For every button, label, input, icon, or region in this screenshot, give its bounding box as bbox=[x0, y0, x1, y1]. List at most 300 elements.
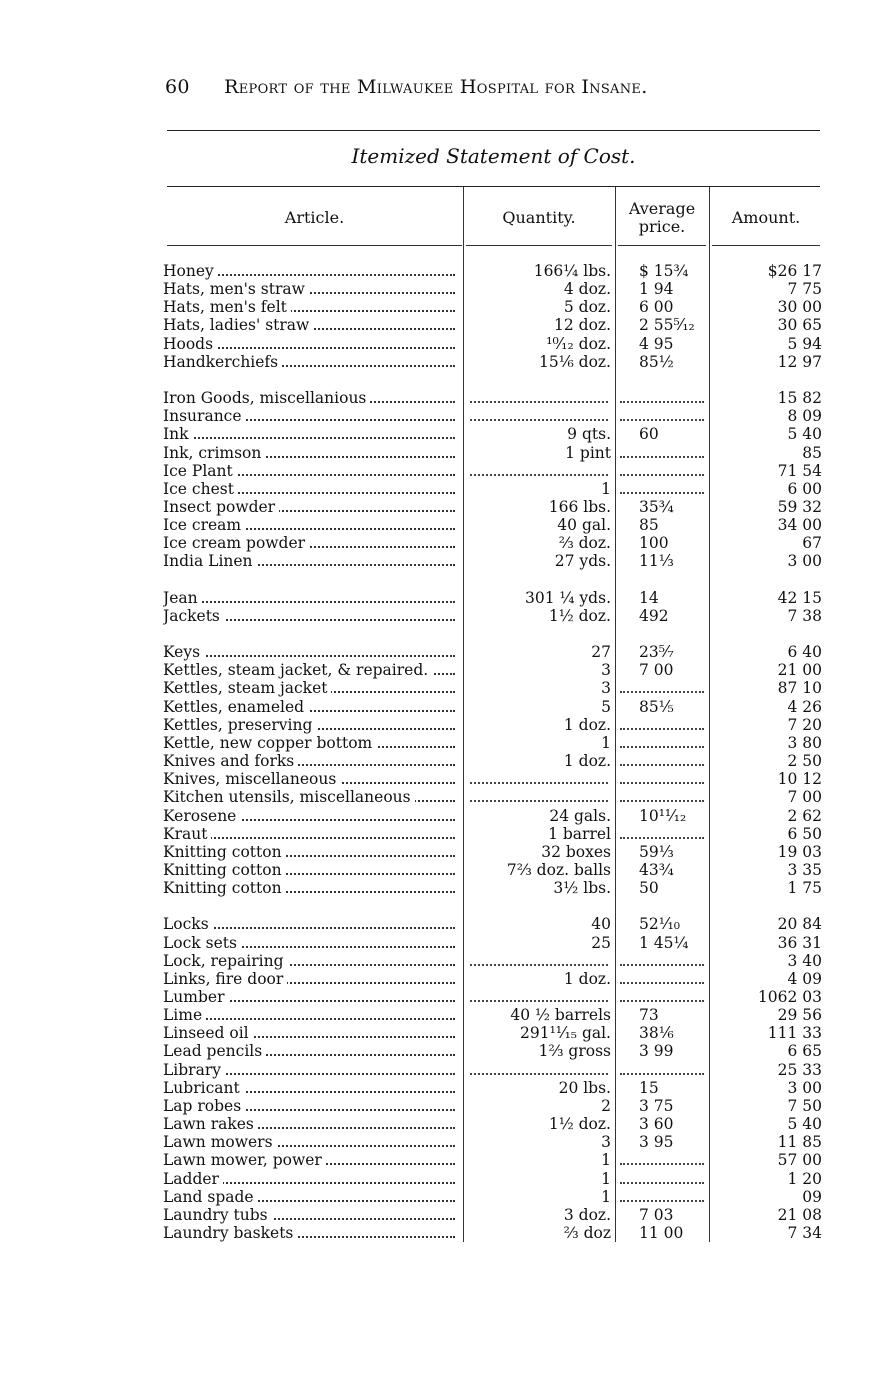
quantity-cell: 32 boxes bbox=[541, 842, 611, 861]
table-row bbox=[0, 770, 887, 788]
article-text: Kettles, preserving bbox=[163, 716, 316, 734]
price-cell: 85½ bbox=[639, 352, 674, 371]
quantity-cell: 40 gal. bbox=[557, 516, 611, 535]
quantity-cell: 291¹¹⁄₁₅ gal. bbox=[519, 1024, 611, 1043]
price-leader-dots bbox=[620, 837, 704, 839]
quantity-cell: 3 bbox=[601, 661, 611, 680]
price-leader-dots bbox=[620, 982, 704, 984]
price-leader-dots bbox=[620, 456, 704, 458]
quantity-leader-dots bbox=[470, 419, 608, 421]
article-text: Knives, miscellaneous bbox=[163, 770, 340, 788]
table-row bbox=[0, 698, 887, 716]
quantity-leader-dots bbox=[470, 1000, 608, 1002]
price-leader-dots bbox=[620, 1200, 704, 1202]
article-text: India Linen bbox=[163, 552, 257, 570]
quantity-leader-dots bbox=[470, 1073, 608, 1075]
article-cell bbox=[163, 589, 455, 607]
quantity-cell: ⅔ doz. bbox=[558, 534, 611, 553]
amount-cell: 7 20 bbox=[787, 715, 822, 734]
article-cell bbox=[163, 843, 455, 861]
col-header-article: Article. bbox=[284, 207, 345, 227]
article-text: Kettles, steam jacket bbox=[163, 679, 331, 697]
article-cell bbox=[163, 988, 455, 1006]
article-text: Lubricant bbox=[163, 1079, 244, 1097]
article-cell bbox=[163, 552, 455, 570]
col-header-price-line1: Average bbox=[628, 198, 696, 218]
article-cell bbox=[163, 952, 455, 970]
article-cell bbox=[163, 879, 455, 897]
article-cell bbox=[163, 1061, 455, 1079]
report-title: Report of the Milwaukee Hospital for Insane. bbox=[224, 76, 648, 98]
quantity-cell: 12 doz. bbox=[554, 316, 611, 335]
table-row bbox=[0, 934, 887, 952]
article-text: Knives and forks bbox=[163, 752, 298, 770]
table-row bbox=[0, 552, 887, 570]
table-row bbox=[0, 679, 887, 697]
article-text: Honey bbox=[163, 262, 218, 280]
article-text: Kitchen utensils, miscellaneous bbox=[163, 788, 415, 806]
article-text: Hats, men's felt bbox=[163, 298, 291, 316]
quantity-cell: 1 doz. bbox=[563, 715, 611, 734]
price-cell: 3 95 bbox=[639, 1133, 674, 1152]
article-text: Knitting cotton bbox=[163, 861, 286, 879]
article-text: Insect powder bbox=[163, 498, 279, 516]
amount-cell: 15 82 bbox=[777, 389, 822, 408]
col-header-price bbox=[616, 190, 708, 245]
amount-cell: 34 00 bbox=[777, 516, 822, 535]
price-cell: 492 bbox=[639, 606, 669, 625]
table-row bbox=[0, 1042, 887, 1060]
price-cell: 3 60 bbox=[639, 1115, 674, 1134]
price-leader-dots bbox=[620, 746, 704, 748]
article-text: Hats, men's straw bbox=[163, 280, 309, 298]
table-row bbox=[0, 316, 887, 334]
article-cell bbox=[163, 353, 455, 371]
article-text: Insurance bbox=[163, 407, 246, 425]
amount-cell: 59 32 bbox=[777, 497, 822, 516]
price-cell: 38⅙ bbox=[639, 1024, 674, 1043]
table-row bbox=[0, 1024, 887, 1042]
article-text: Lawn rakes bbox=[163, 1115, 258, 1133]
amount-cell: 3 00 bbox=[787, 552, 822, 571]
col-header-quantity: Quantity. bbox=[502, 207, 576, 227]
quantity-cell: 4 doz. bbox=[563, 280, 611, 299]
quantity-cell: 27 yds. bbox=[554, 552, 611, 571]
amount-cell: 5 40 bbox=[787, 425, 822, 444]
table-row bbox=[0, 716, 887, 734]
table-row bbox=[0, 1224, 887, 1242]
leader-dots bbox=[163, 655, 455, 657]
table-row bbox=[0, 1115, 887, 1133]
article-cell bbox=[163, 1206, 455, 1224]
price-cell: 60 bbox=[639, 425, 659, 444]
table-row bbox=[0, 1206, 887, 1224]
table-row bbox=[0, 988, 887, 1006]
table-row bbox=[0, 1061, 887, 1079]
price-cell: 4 95 bbox=[639, 334, 674, 353]
amount-cell: 2 50 bbox=[787, 752, 822, 771]
amount-cell: 3 35 bbox=[787, 860, 822, 879]
article-text: Iron Goods, miscellanious bbox=[163, 389, 370, 407]
quantity-leader-dots bbox=[470, 474, 608, 476]
quantity-cell: 15⅙ doz. bbox=[538, 352, 611, 371]
quantity-cell: 1 bbox=[601, 479, 611, 498]
article-text: Kettles, enameled bbox=[163, 698, 308, 716]
table-row bbox=[0, 607, 887, 625]
price-leader-dots bbox=[620, 691, 704, 693]
price-leader-dots bbox=[620, 1182, 704, 1184]
price-leader-dots bbox=[620, 764, 704, 766]
quantity-cell: 9 qts. bbox=[567, 425, 611, 444]
price-cell: 23⁵⁄₇ bbox=[639, 643, 674, 662]
quantity-cell: 1 barrel bbox=[548, 824, 611, 843]
article-cell bbox=[163, 970, 455, 988]
price-leader-dots bbox=[620, 1073, 704, 1075]
article-text: Lead pencils bbox=[163, 1042, 266, 1060]
header-underline-price bbox=[618, 245, 706, 246]
quantity-cell: 20 lbs. bbox=[558, 1078, 611, 1097]
article-cell bbox=[163, 316, 455, 334]
price-cell: 73 bbox=[639, 1006, 659, 1025]
quantity-cell: 1 bbox=[601, 1169, 611, 1188]
top-rule bbox=[167, 130, 820, 131]
amount-cell: 7 00 bbox=[787, 788, 822, 807]
amount-cell: 1 20 bbox=[787, 1169, 822, 1188]
article-text: Linseed oil bbox=[163, 1024, 253, 1042]
quantity-cell: 40 ½ barrels bbox=[510, 1006, 611, 1025]
quantity-cell: 5 doz. bbox=[563, 298, 611, 317]
quantity-cell: 166 lbs. bbox=[548, 497, 611, 516]
article-cell bbox=[163, 643, 455, 661]
amount-cell: 111 33 bbox=[767, 1024, 822, 1043]
amount-cell: 7 50 bbox=[787, 1096, 822, 1115]
quantity-cell: ⅔ doz bbox=[563, 1223, 611, 1242]
article-cell bbox=[163, 335, 455, 353]
article-cell bbox=[163, 934, 455, 952]
quantity-cell: 3 bbox=[601, 1133, 611, 1152]
article-text: Ink bbox=[163, 425, 193, 443]
amount-cell: 4 09 bbox=[787, 969, 822, 988]
amount-cell: 3 40 bbox=[787, 951, 822, 970]
price-cell: 85⅕ bbox=[639, 697, 674, 716]
amount-cell: 6 65 bbox=[787, 1042, 822, 1061]
table-caption: Itemized Statement of Cost. bbox=[351, 144, 636, 168]
article-cell bbox=[163, 280, 455, 298]
article-cell bbox=[163, 825, 455, 843]
table-row bbox=[0, 825, 887, 843]
quantity-cell: ¹⁰⁄₁₂ doz. bbox=[546, 334, 611, 353]
amount-cell: 42 15 bbox=[777, 588, 822, 607]
amount-cell: 4 26 bbox=[787, 697, 822, 716]
article-text: Kraut bbox=[163, 825, 211, 843]
quantity-cell: 166¼ lbs. bbox=[533, 262, 611, 280]
price-cell: 50 bbox=[639, 879, 659, 898]
article-cell bbox=[163, 516, 455, 534]
quantity-cell: 1 pint bbox=[565, 443, 611, 462]
price-leader-dots bbox=[620, 964, 704, 966]
price-cell: 6 00 bbox=[639, 298, 674, 317]
table-row bbox=[0, 280, 887, 298]
article-text: Lumber bbox=[163, 988, 228, 1006]
amount-cell: 67 bbox=[802, 534, 822, 553]
table-row bbox=[0, 1151, 887, 1169]
article-text: Jackets bbox=[163, 607, 224, 625]
quantity-leader-dots bbox=[470, 800, 608, 802]
table-row bbox=[0, 661, 887, 679]
quantity-leader-dots bbox=[470, 964, 608, 966]
table-row bbox=[0, 462, 887, 480]
table-row bbox=[0, 389, 887, 407]
quantity-cell: 1 bbox=[601, 733, 611, 752]
quantity-leader-dots bbox=[470, 401, 608, 403]
table-row bbox=[0, 298, 887, 316]
price-cell: $ 15¾ bbox=[639, 262, 689, 280]
price-cell: 7 00 bbox=[639, 661, 674, 680]
article-cell bbox=[163, 698, 455, 716]
quantity-cell: 25 bbox=[591, 933, 611, 952]
table-row bbox=[0, 861, 887, 879]
price-cell: 35¾ bbox=[639, 497, 674, 516]
price-cell: 85 bbox=[639, 516, 659, 535]
amount-cell: 6 50 bbox=[787, 824, 822, 843]
header-underline-quantity bbox=[466, 245, 612, 246]
table-row bbox=[0, 353, 887, 371]
header-underline-amount bbox=[712, 245, 820, 246]
article-text: Laundry tubs bbox=[163, 1206, 272, 1224]
amount-cell: 7 75 bbox=[787, 280, 822, 299]
price-cell: 43¾ bbox=[639, 860, 674, 879]
table-row bbox=[0, 1006, 887, 1024]
amount-cell: 57 00 bbox=[777, 1151, 822, 1170]
article-cell bbox=[163, 425, 455, 443]
price-leader-dots bbox=[620, 492, 704, 494]
amount-cell: 5 40 bbox=[787, 1115, 822, 1134]
article-cell bbox=[163, 1079, 455, 1097]
table-row bbox=[0, 970, 887, 988]
article-text: Kerosene bbox=[163, 807, 240, 825]
price-cell: 10¹¹⁄₁₂ bbox=[639, 806, 687, 825]
price-cell: 11 00 bbox=[639, 1223, 684, 1242]
quantity-cell: 1 doz. bbox=[563, 752, 611, 771]
table-row bbox=[0, 752, 887, 770]
article-cell bbox=[163, 389, 455, 407]
amount-cell: 30 65 bbox=[777, 316, 822, 335]
price-cell: 1 94 bbox=[639, 280, 674, 299]
quantity-cell: 1 doz. bbox=[563, 969, 611, 988]
table-row bbox=[0, 407, 887, 425]
amount-cell: 3 00 bbox=[787, 1078, 822, 1097]
article-text: Kettles, steam jacket, & repaired. bbox=[163, 661, 432, 679]
article-text: Lock, repairing bbox=[163, 952, 288, 970]
price-leader-dots bbox=[620, 782, 704, 784]
article-text: Keys bbox=[163, 643, 204, 661]
table-row bbox=[0, 262, 887, 280]
amount-cell: 29 56 bbox=[777, 1006, 822, 1025]
leader-dots bbox=[163, 1018, 455, 1020]
table-row bbox=[0, 643, 887, 661]
amount-cell: 2 62 bbox=[787, 806, 822, 825]
table-row bbox=[0, 843, 887, 861]
article-cell bbox=[163, 1188, 455, 1206]
amount-cell: 6 40 bbox=[787, 643, 822, 662]
article-cell bbox=[163, 298, 455, 316]
leader-dots bbox=[163, 437, 455, 439]
quantity-cell: 1½ doz. bbox=[548, 1115, 611, 1134]
article-text: Knitting cotton bbox=[163, 843, 286, 861]
article-cell bbox=[163, 770, 455, 788]
price-leader-dots bbox=[620, 1163, 704, 1165]
price-leader-dots bbox=[620, 728, 704, 730]
article-text: Library bbox=[163, 1061, 225, 1079]
amount-cell: 19 03 bbox=[777, 842, 822, 861]
amount-cell: 20 84 bbox=[777, 915, 822, 934]
table-row bbox=[0, 498, 887, 516]
article-cell bbox=[163, 1006, 455, 1024]
article-text: Land spade bbox=[163, 1188, 258, 1206]
header-underline-article bbox=[167, 245, 462, 246]
amount-cell: 1 75 bbox=[787, 879, 822, 898]
article-text: Lap robes bbox=[163, 1097, 245, 1115]
table-row bbox=[0, 1079, 887, 1097]
quantity-cell: 1 bbox=[601, 1151, 611, 1170]
article-cell bbox=[163, 444, 455, 462]
article-cell bbox=[163, 1115, 455, 1133]
price-cell: 3 99 bbox=[639, 1042, 674, 1061]
table-row bbox=[0, 807, 887, 825]
price-cell: 3 75 bbox=[639, 1096, 674, 1115]
amount-cell: 11 85 bbox=[777, 1133, 822, 1152]
amount-cell: 7 34 bbox=[787, 1223, 822, 1242]
article-text: Hoods bbox=[163, 335, 217, 353]
article-cell bbox=[163, 1024, 455, 1042]
price-leader-dots bbox=[620, 419, 704, 421]
price-leader-dots bbox=[620, 474, 704, 476]
article-text: Locks bbox=[163, 915, 213, 933]
amount-cell: 1062 03 bbox=[757, 988, 822, 1006]
article-text: Lime bbox=[163, 1006, 206, 1024]
article-cell bbox=[163, 788, 455, 806]
quantity-cell: 3 doz. bbox=[563, 1205, 611, 1224]
quantity-cell: 7⅔ doz. balls bbox=[506, 860, 611, 879]
amount-cell: 87 10 bbox=[777, 679, 822, 698]
col-header-price-line2: price. bbox=[638, 216, 686, 236]
article-text: Ink, crimson bbox=[163, 444, 265, 462]
amount-cell: $26 17 bbox=[767, 262, 822, 280]
amount-cell: 10 12 bbox=[777, 770, 822, 789]
price-cell: 15 bbox=[639, 1078, 659, 1097]
table-row bbox=[0, 444, 887, 462]
price-leader-dots bbox=[620, 800, 704, 802]
amount-cell: 85 bbox=[802, 443, 822, 462]
quantity-cell: 1½ doz. bbox=[548, 606, 611, 625]
article-text: Knitting cotton bbox=[163, 879, 286, 897]
table-row bbox=[0, 534, 887, 552]
quantity-cell: 1⅔ gross bbox=[538, 1042, 611, 1061]
table-row bbox=[0, 1170, 887, 1188]
article-cell bbox=[163, 534, 455, 552]
table-row bbox=[0, 952, 887, 970]
quantity-cell: 3½ lbs. bbox=[553, 879, 611, 898]
amount-cell: 36 31 bbox=[777, 933, 822, 952]
table-row bbox=[0, 879, 887, 897]
article-text: Lawn mower, power bbox=[163, 1151, 326, 1169]
quantity-cell: 3 bbox=[601, 679, 611, 698]
col-header-amount: Amount. bbox=[731, 207, 801, 227]
article-cell bbox=[163, 752, 455, 770]
price-cell: 52⅒ bbox=[639, 915, 680, 934]
price-cell: 1 45¼ bbox=[639, 933, 689, 952]
table-row bbox=[0, 788, 887, 806]
article-cell bbox=[163, 1224, 455, 1242]
article-cell bbox=[163, 915, 455, 933]
table-row bbox=[0, 1133, 887, 1151]
article-text: Ice chest bbox=[163, 480, 238, 498]
table-row bbox=[0, 589, 887, 607]
amount-cell: 12 97 bbox=[777, 352, 822, 371]
price-cell: 100 bbox=[639, 534, 669, 553]
amount-cell: 3 80 bbox=[787, 733, 822, 752]
table-row bbox=[0, 915, 887, 933]
article-text: Links, fire door bbox=[163, 970, 287, 988]
page-number: 60 bbox=[165, 76, 190, 98]
table-row bbox=[0, 480, 887, 498]
article-text: Ice cream bbox=[163, 516, 245, 534]
article-cell bbox=[163, 807, 455, 825]
article-text: Kettle, new copper bottom bbox=[163, 734, 376, 752]
article-cell bbox=[163, 1133, 455, 1151]
quantity-cell: 40 bbox=[591, 915, 611, 934]
table-row bbox=[0, 1188, 887, 1206]
table-row bbox=[0, 335, 887, 353]
article-cell bbox=[163, 462, 455, 480]
price-cell: 11⅓ bbox=[639, 552, 674, 571]
amount-cell: 8 09 bbox=[787, 407, 822, 426]
article-cell bbox=[163, 679, 455, 697]
quantity-cell: 5 bbox=[601, 697, 611, 716]
price-cell: 59⅓ bbox=[639, 842, 674, 861]
quantity-leader-dots bbox=[470, 782, 608, 784]
table-row bbox=[0, 1097, 887, 1115]
article-text: Hats, ladies' straw bbox=[163, 316, 313, 334]
table-row bbox=[0, 516, 887, 534]
quantity-cell: 1 bbox=[601, 1187, 611, 1206]
quantity-cell: 301 ¼ yds. bbox=[524, 588, 611, 607]
price-cell: 14 bbox=[639, 588, 659, 607]
leader-dots bbox=[163, 601, 455, 603]
price-cell: 2 55⁵⁄₁₂ bbox=[639, 316, 695, 335]
price-leader-dots bbox=[620, 1000, 704, 1002]
quantity-cell: 27 bbox=[591, 643, 611, 662]
price-cell: 7 03 bbox=[639, 1205, 674, 1224]
amount-cell: 71 54 bbox=[777, 461, 822, 480]
running-head bbox=[165, 76, 755, 98]
article-text: Jean bbox=[163, 589, 202, 607]
article-text: Ice Plant bbox=[163, 462, 237, 480]
amount-cell: 21 00 bbox=[777, 661, 822, 680]
article-cell bbox=[163, 607, 455, 625]
article-cell bbox=[163, 262, 455, 280]
quantity-cell: 24 gals. bbox=[549, 806, 611, 825]
quantity-cell: 2 bbox=[601, 1096, 611, 1115]
article-cell bbox=[163, 407, 455, 425]
article-text: Ice cream powder bbox=[163, 534, 309, 552]
article-text: Handkerchiefs bbox=[163, 353, 282, 371]
amount-cell: 7 38 bbox=[787, 606, 822, 625]
article-cell bbox=[163, 1042, 455, 1060]
article-cell bbox=[163, 1097, 455, 1115]
article-cell bbox=[163, 1170, 455, 1188]
article-text: Lock sets bbox=[163, 934, 241, 952]
